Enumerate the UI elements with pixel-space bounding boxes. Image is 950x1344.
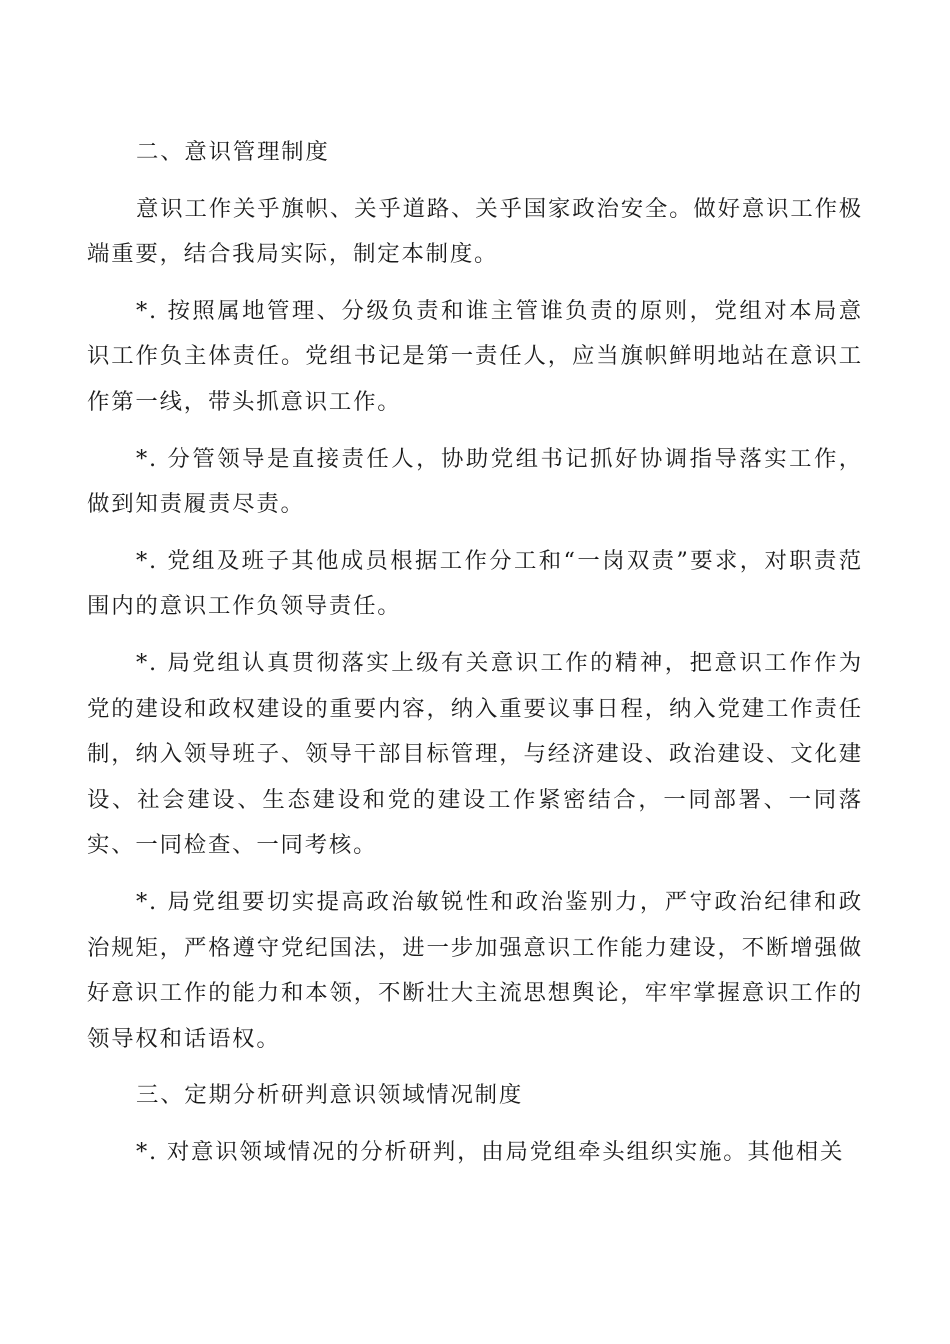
paragraph-6: *. 局党组要切实提高政治敏锐性和政治鉴别力，严守政治纪律和政治规矩，严格遵守党纪国法，进一步加强意识工作能力建设，不断增强做好意识工作的能力和本领，不断壮大主流思想舆论，牢牢掌握意识工作的领导权和话语权。 [87, 888, 863, 1052]
document-body [87, 130, 863, 1186]
section-heading-2: 二、意识管理制度 [136, 139, 330, 165]
paragraph-7: *. 对意识领域情况的分析研判，由局党组牵头组织实施。其他相关 [136, 1138, 845, 1165]
paragraph-4: *. 党组及班子其他成员根据工作分工和“一岗双责”要求，对职责范围内的意识工作负领导责任。 [87, 547, 863, 620]
paragraph-3: *. 分管领导是直接责任人，协助党组书记抓好协调指导落实工作，做到知责履责尽责。 [87, 445, 863, 518]
paragraph-2: *. 按照属地管理、分级负责和谁主管谁负责的原则，党组对本局意识工作负主体责任。党组书记是第一责任人，应当旗帜鲜明地站在意识工作第一线，带头抓意识工作。 [87, 297, 863, 415]
paragraph-5: *. 局党组认真贯彻落实上级有关意识工作的精神，把意识工作作为党的建设和政权建设的重要内容，纳入重要议事日程，纳入党建工作责任制，纳入领导班子、领导干部目标管理，与经济建设、政治建设、文化建设、社会建设、生态建设和党的建设工作紧密结合，一同部署、一同落实、一同检查、一同考核。 [87, 649, 863, 859]
section-heading-3: 三、定期分析研判意识领域情况制度 [136, 1082, 524, 1109]
paragraph-1: 意识工作关乎旗帜、关乎道路、关乎国家政治安全。做好意识工作极端重要，结合我局实际，制定本制度。 [87, 195, 863, 268]
